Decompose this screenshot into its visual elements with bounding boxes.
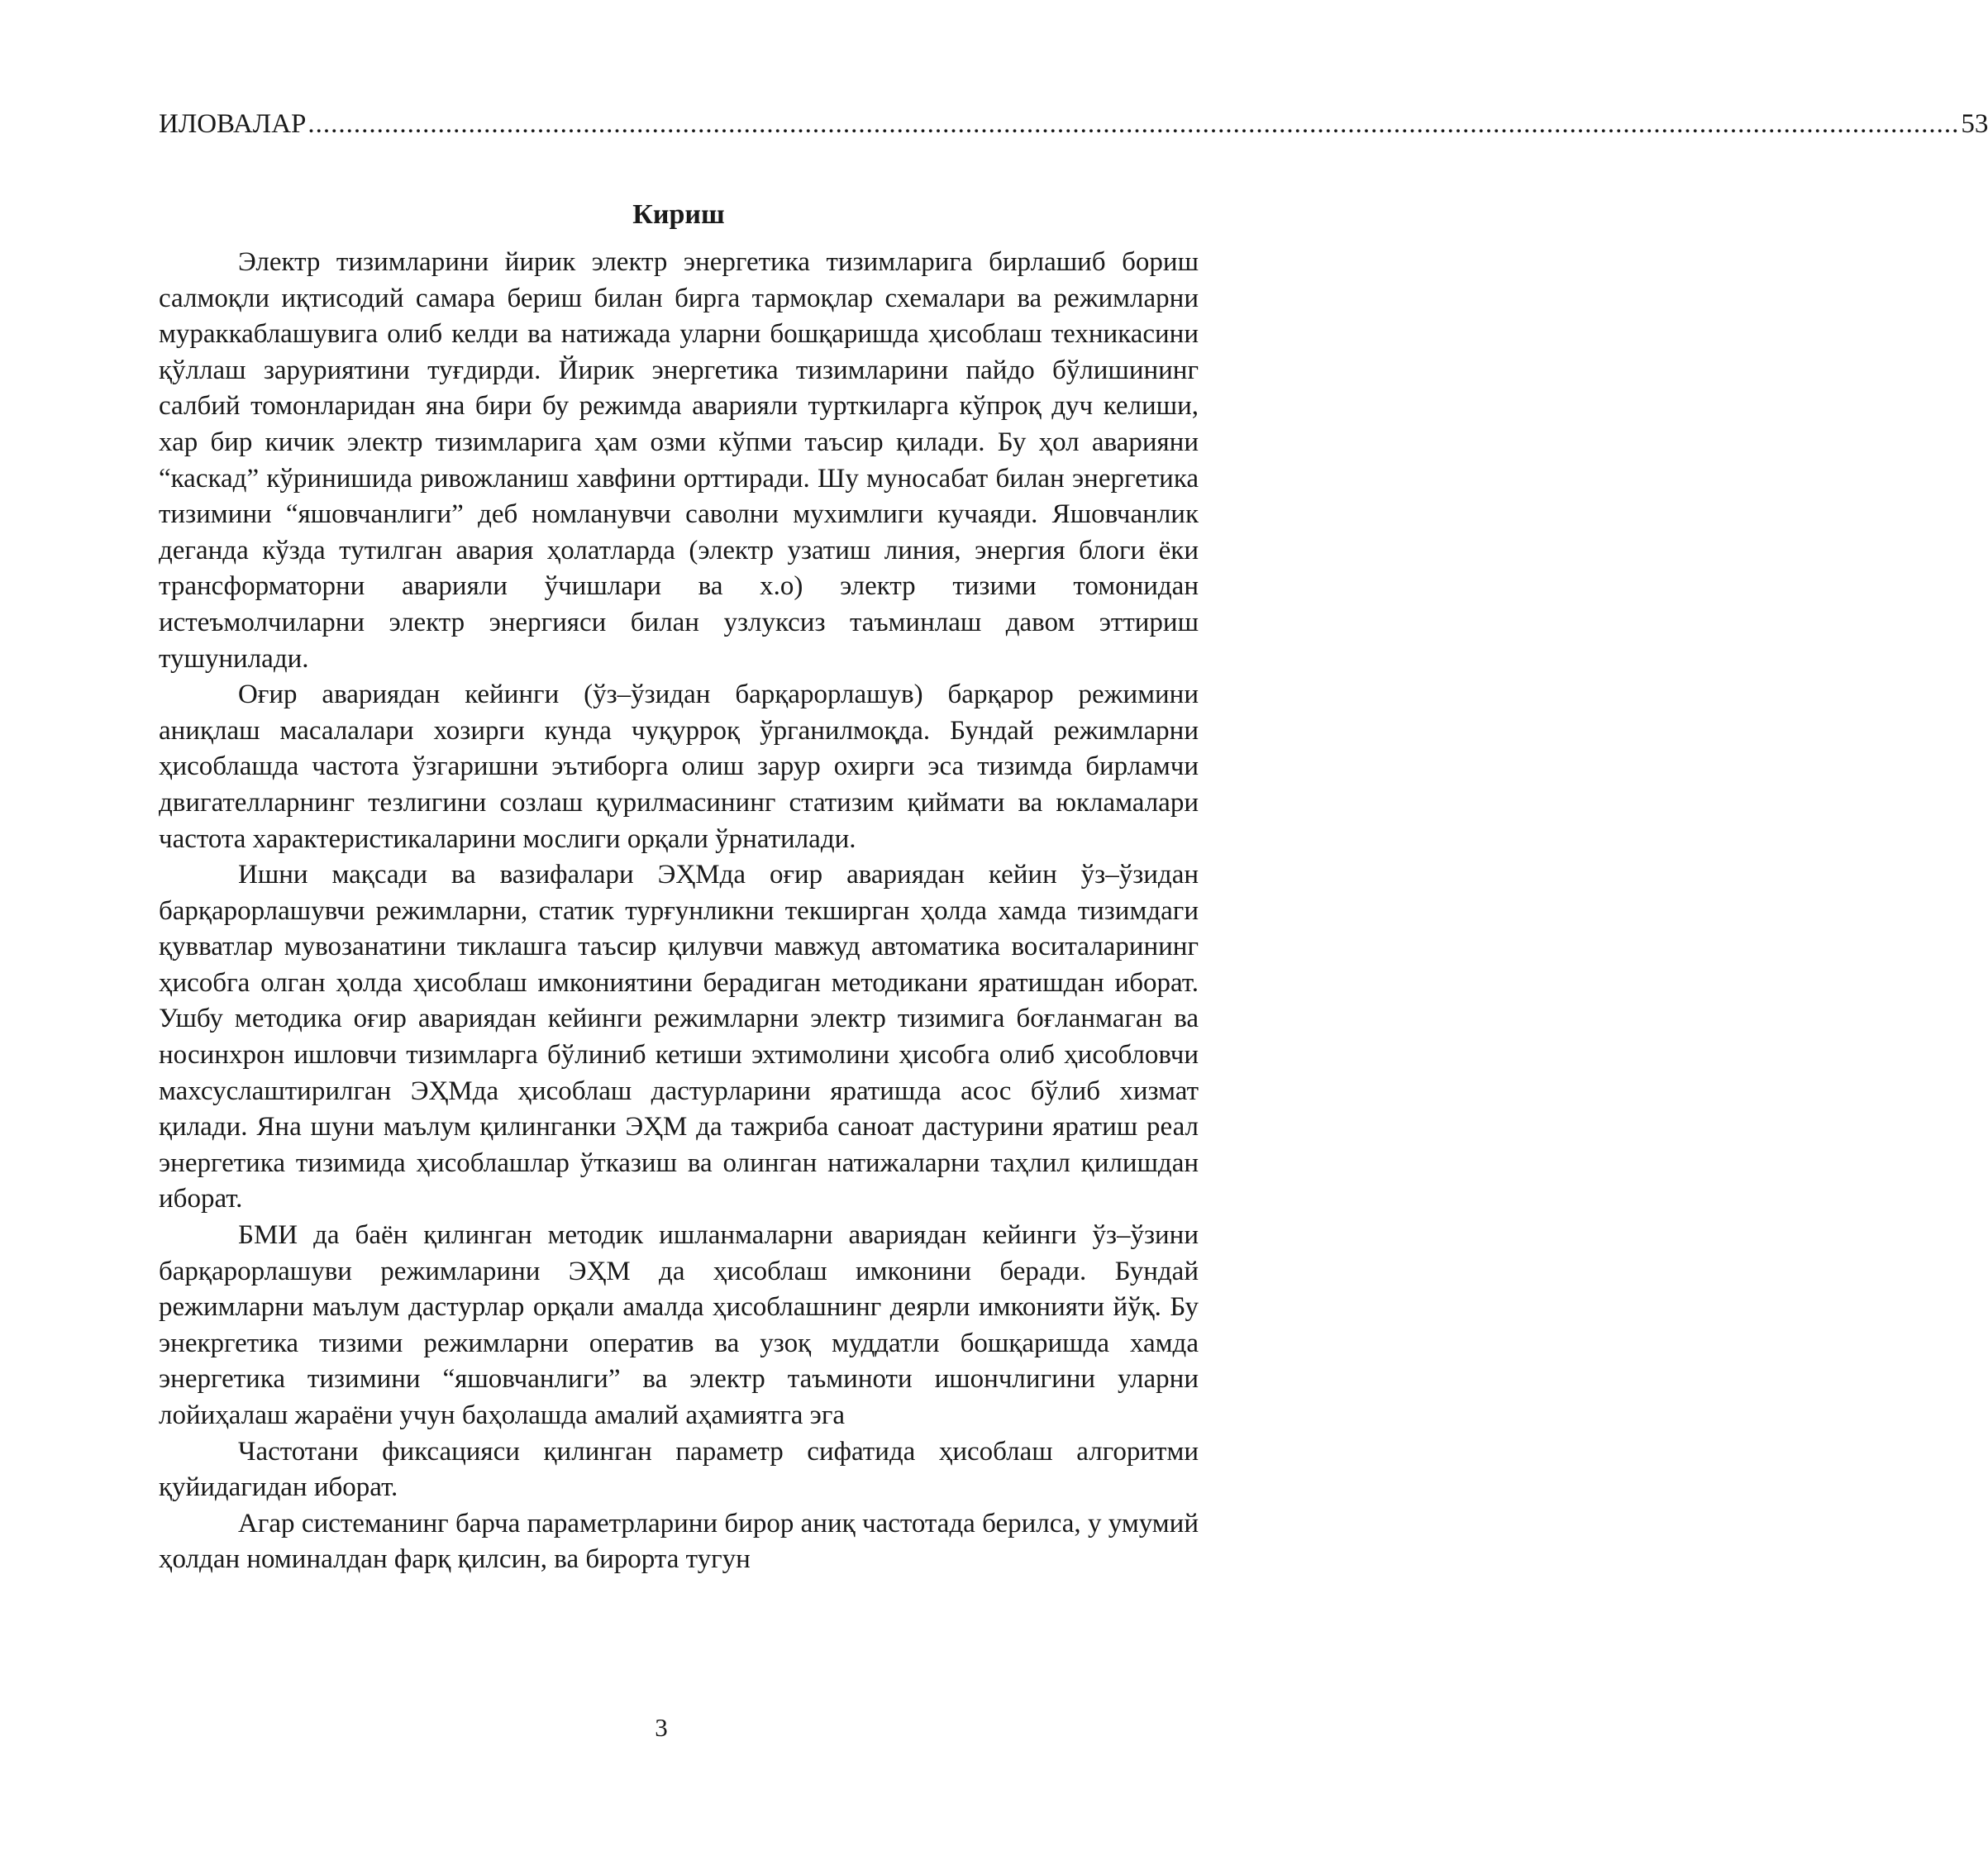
toc-entry-title: ИЛОВАЛАР bbox=[159, 109, 307, 139]
paragraph-2: Оғир авариядан кейинги (ўз–ўзидан барқарорлашув) барқарор режимини аниқлаш масалалари хозирги кунда чуқурроқ ўрганилмоқда. Бундай режимларни ҳисоблашда частота ўзгаришни эътиборга олиш зарур охирги эса тизимда бирламчи двигателларнинг тезлигини созлаш қурилмасининг статизим қиймати ва юкламалари частота характеристикаларини мослиги орқали ўрнатилади. bbox=[159, 680, 1199, 854]
paragraph-3: Ишни мақсади ва вазифалари ЭҲМда оғир авариядан кейин ўз–ўзидан барқарорлашувчи режимларни, статик турғунликни текширган ҳолда хамда тизимдаги қувватлар мувозанатини тиклашга таъсир қилувчи мавжуд автоматика воситаларининг ҳисобга олган ҳолда ҳисоблаш имкониятини берадиган методикани яратишдан иборат. Ушбу методика оғир авариядан кейинги режимларни электр тизимига боғланмаган ва носинхрон ишловчи тизимларга бўлиниб кетиши эхтимолини ҳисобга олиб ҳисобловчи махсуслаштирилган ЭҲМда ҳисоблаш дастурларини яратишда асос бўлиб хизмат қилади. Яна шуни маълум қилинганки ЭҲМ да тажриба саноат дастурини яратиш реал энергетика тизимида ҳисоблашлар ўтказиш ва олинган натижаларни таҳлил қилишдан иборат. bbox=[159, 860, 1199, 1214]
toc-entry[interactable] bbox=[159, 106, 1988, 142]
page-number: 3 bbox=[655, 1713, 668, 1742]
paragraph-5: Частотани фиксацияси қилинган параметр сифатида ҳисоблаш алгоритми қуйидагидан иборат. bbox=[159, 1436, 1199, 1503]
section-heading: Кириш bbox=[632, 199, 725, 230]
toc-entry-page-number: 53 bbox=[1961, 109, 1988, 139]
paragraph-1: Электр тизимларини йирик электр энергетика тизимларига бирлашиб бориш салмоқли иқтисодий самара бериш билан бирга тармоқлар схемалари ва режимларни мураккаблашувига олиб келди ва натижада уларни бошқаришда ҳисоблаш техникасини қўллаш заруриятини туғдирди. Йирик энергетика тизимларини пайдо бўлишининг салбий томонларидан яна бири бу режимда аварияли турткиларга кўпроқ дуч келиши, хар бир кичик электр тизимларига ҳам озми кўпми таъсир қилади. Бу ҳол аварияни “каскад” кўринишида ривожланиш хавфини орттиради. Шу муносабат билан энергетика тизимини “яшовчанлиги” деб номланувчи саволни мухимлиги кучаяди. Яшовчанлик деганда кўзда тутилган авария ҳолатларда (электр узатиш линия, энергия блоги ёки трансформаторни аварияли ўчишлари ва х.о) электр тизими томонидан истеъмолчиларни электр энергияси билан узлуксиз таъминлаш давом эттириш тушунилади. bbox=[159, 247, 1199, 674]
toc-dot-leader: ........................................................................................................................................................................................................................ bbox=[307, 109, 1960, 139]
paragraph-6: Агар системанинг барча параметрларини бирор аниқ частотада берилса, у умумий ҳолдан номиналдан фарқ қилсин, ва бирорта тугун bbox=[159, 1508, 1199, 1575]
paragraph-4: БМИ да баён қилинган методик ишланмаларни авариядан кейинги ўз–ўзини барқарорлашуви режимларини ЭҲМ да ҳисоблаш имконини беради. Бундай режимларни маълум дастурлар орқали амалда ҳисоблашнинг деярли имконияти йўқ. Бу энекргетика тизими режимларни оператив ва узоқ муддатли бошқаришда хамда энергетика тизимини “яшовчанлиги” ва электр таъминоти ишончлигини уларни лойиҳалаш жараёни учун баҳолашда амалий аҳамиятга эга bbox=[159, 1220, 1199, 1430]
document-page bbox=[159, 106, 1988, 1809]
